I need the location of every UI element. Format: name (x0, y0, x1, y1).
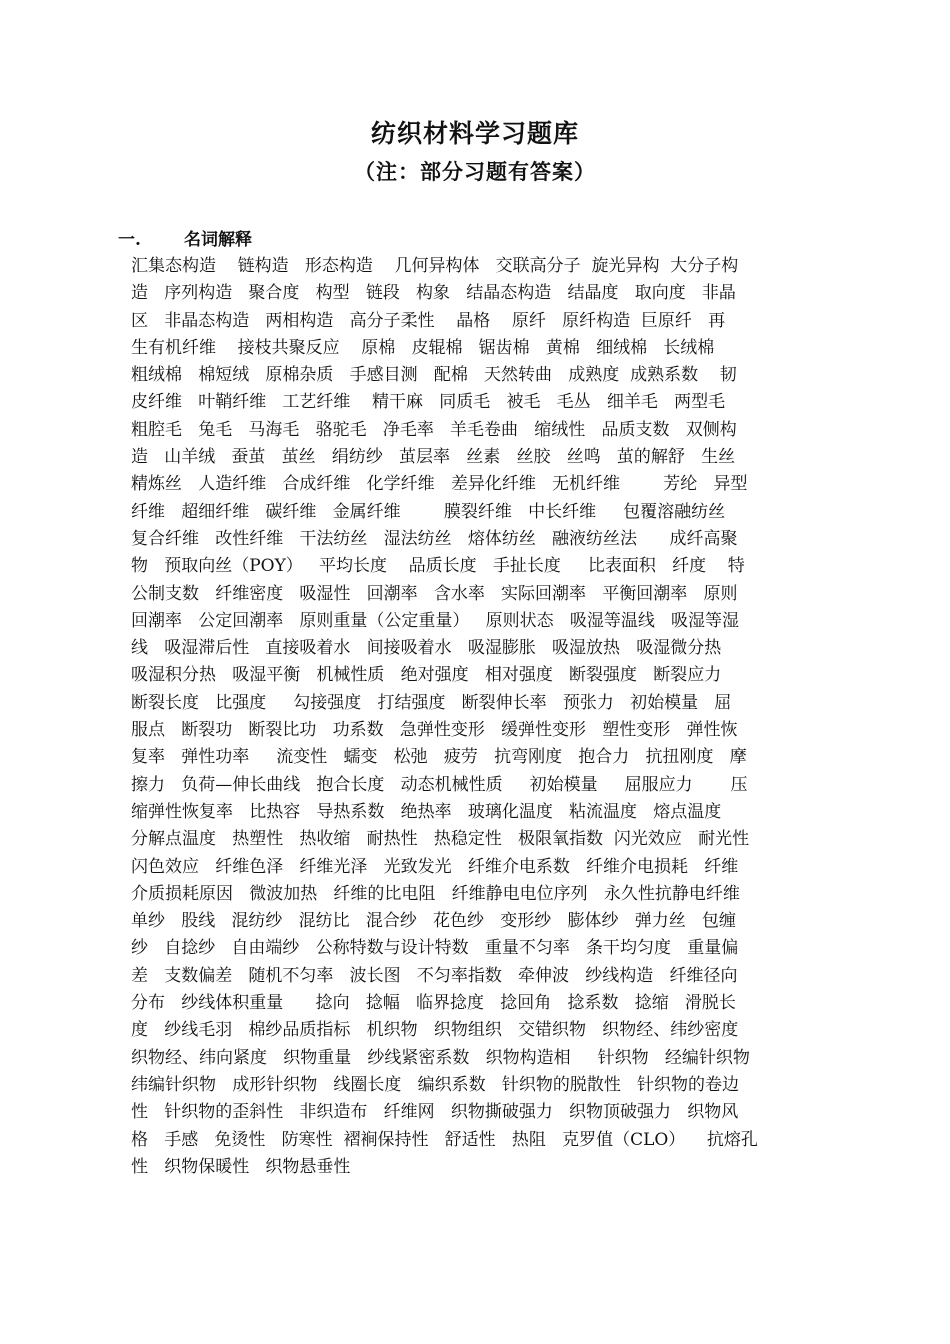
document-title: 纺织材料学习题库 (370, 119, 579, 148)
term-line: 粗绒棉 棉短绒 原棉杂质 手感目测 配棉 天然转曲 成熟度 成熟系数 韧 (131, 365, 737, 386)
term-line: 公制支数 纤维密度 吸湿性 回潮率 含水率 实际回潮率 平衡回潮率 原则 (131, 583, 738, 604)
term-line: 织物经、纬向紧度 织物重量 纱线紧密系数 织物构造相 针织物 经编针织物 (131, 1047, 750, 1068)
term-line: 差 支数偏差 随机不匀率 波长图 不匀率指数 牵伸波 纱线构造 纤维径向 (131, 965, 738, 986)
term-line: 区 非晶态构造 两相构造 高分子柔性 晶格 原纤 原纤构造 巨原纤 再 (131, 310, 726, 331)
term-line: 生有机纤维 接枝共聚反应 原棉 皮辊棉 锯齿棉 黄棉 细绒棉 长绒棉 (131, 337, 715, 358)
term-line: 分解点温度 热塑性 热收缩 耐热性 热稳定性 极限氧指数 闪光效应 耐光性 (131, 829, 750, 850)
term-line: 纱 自捻纱 自由端纱 公称特数与设计特数 重量不匀率 条干均匀度 重量偏 (131, 938, 739, 959)
term-line: 造 山羊绒 蚕茧 茧丝 绢纺纱 茧层率 丝素 丝胶 丝鸣 茧的解舒 生丝 (131, 447, 736, 468)
term-line: 复合纤维 改性纤维 干法纺丝 湿法纺丝 熔体纺丝 融液纺丝法 成纤高聚 (131, 528, 738, 549)
term-line: 性 织物保暖性 织物悬垂性 (131, 1156, 351, 1177)
term-list (131, 253, 835, 1181)
term-line: 擦力 负荷—伸长曲线 抱合长度 动态机械性质 初始模量 屈服应力 压 (131, 774, 748, 795)
term-line: 格 手感 免烫性 防寒性 褶裥保持性 舒适性 热阻 克罗值（CLO） 抗熔孔 (131, 1129, 758, 1150)
term-line: 皮纤维 叶鞘纤维 工艺纤维 精干麻 同质毛 被毛 毛丛 细羊毛 两型毛 (131, 392, 726, 413)
term-line: 汇集态构造 链构造 形态构造 几何异构体 交联高分子 旋光异构 大分子构 (131, 256, 739, 276)
term-line: 度 纱线毛羽 棉纱品质指标 机织物 织物组织 交错织物 织物经、纬纱密度 (131, 1020, 739, 1041)
term-line: 吸湿积分热 吸湿平衡 机械性质 绝对强度 相对强度 断裂强度 断裂应力 (131, 665, 722, 686)
document-subtitle: （注：部分习题有答案） (354, 159, 596, 184)
term-line: 服点 断裂功 断裂比功 功系数 急弹性变形 缓弹性变形 塑性变形 弹性恢 (131, 720, 738, 741)
term-line: 物 预取向丝（POY） 平均长度 品质长度 手扯长度 比表面积 纤度 特 (131, 556, 745, 577)
term-line: 分布 纱线体积重量 捻向 捻幅 临界捻度 捻回角 捻系数 捻缩 滑脱长 (131, 993, 736, 1014)
section-heading (118, 227, 252, 253)
term-line: 复率 弹性功率 流变性 蠕变 松弛 疲劳 抗弯刚度 抱合力 抗扭刚度 摩 (131, 747, 747, 768)
term-line: 闪色效应 纤维色泽 纤维光泽 光致发光 纤维介电系数 纤维介电损耗 纤维 (131, 856, 739, 877)
term-line: 纬编针织物 成形针织物 线圈长度 编织系数 针织物的脱散性 针织物的卷边 (131, 1074, 740, 1095)
term-line: 断裂长度 比强度 勾接强度 打结强度 断裂伸长率 预张力 初始模量 屈 (131, 692, 732, 713)
term-line: 介质损耗原因 微波加热 纤维的比电阻 纤维静电电位序列 永久性抗静电纤维 (131, 883, 740, 904)
term-line: 纤维 超细纤维 碳纤维 金属纤维 膜裂纤维 中长纤维 包覆溶融纺丝 (131, 501, 726, 522)
term-line: 缩弹性恢复率 比热容 导热系数 绝热率 玻璃化温度 粘流温度 熔点温度 (131, 801, 722, 822)
term-line: 精炼丝 人造纤维 合成纤维 化学纤维 差异化纤维 无机纤维 芳纶 异型 (131, 474, 748, 495)
term-line: 性 针织物的歪斜性 非织造布 纤维网 织物撕破强力 织物顶破强力 织物风 (131, 1102, 739, 1123)
term-line: 粗腔毛 兔毛 马海毛 骆驼毛 净毛率 羊毛卷曲 缩绒性 品质支数 双侧构 (131, 419, 737, 440)
section-title: 名词解释 (184, 230, 252, 250)
term-line: 线 吸湿滞后性 直接吸着水 间接吸着水 吸湿膨胀 吸湿放热 吸湿微分热 (131, 638, 722, 659)
term-line: 单纱 股线 混纺纱 混纺比 混合纱 花色纱 变形纱 膨体纱 弹力丝 包缠 (131, 911, 736, 932)
term-line: 造 序列构造 聚合度 构型 链段 构象 结晶态构造 结晶度 取向度 非晶 (131, 283, 736, 304)
term-line: 回潮率 公定回潮率 原则重量（公定重量） 原则状态 吸湿等温线 吸湿等湿 (131, 610, 740, 631)
section-number: 一. (118, 230, 141, 250)
